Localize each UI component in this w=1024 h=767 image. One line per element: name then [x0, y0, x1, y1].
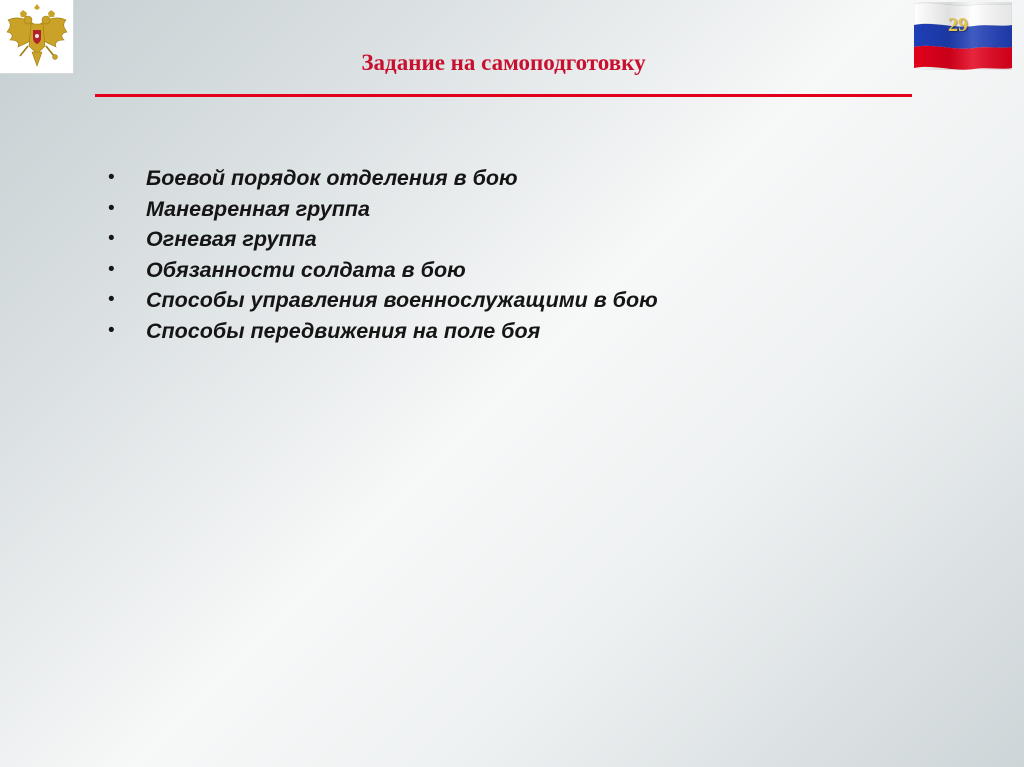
bullet-list — [108, 163, 658, 346]
page-number: 29 — [948, 14, 968, 36]
double-headed-eagle-emblem-icon — [4, 2, 70, 70]
list-item-text: Боевой порядок отделения в бою — [146, 166, 518, 190]
list-item-text: Способы управления военнослужащими в бою — [146, 288, 658, 312]
list-item — [108, 194, 658, 225]
bullet-dot: • — [108, 319, 115, 341]
list-item — [108, 224, 658, 255]
list-item-text: Обязанности солдата в бою — [146, 257, 466, 282]
list-item — [108, 316, 658, 347]
title-underline — [95, 94, 912, 97]
bullet-dot: • — [108, 197, 115, 219]
list-item — [108, 285, 658, 316]
bullet-dot: • — [108, 167, 115, 188]
list-item — [108, 163, 658, 194]
list-item-text: Огневая группа — [146, 227, 317, 251]
emblem-box — [0, 0, 74, 74]
slide-title: Задание на самоподготовку — [361, 50, 646, 75]
bullet-dot: • — [108, 258, 115, 280]
bullet-dot: • — [108, 289, 115, 310]
bullet-dot: • — [108, 228, 115, 249]
list-item-text: Маневренная группа — [146, 196, 370, 221]
list-item — [108, 255, 658, 286]
list-item-text: Способы передвижения на поле боя — [146, 318, 541, 343]
